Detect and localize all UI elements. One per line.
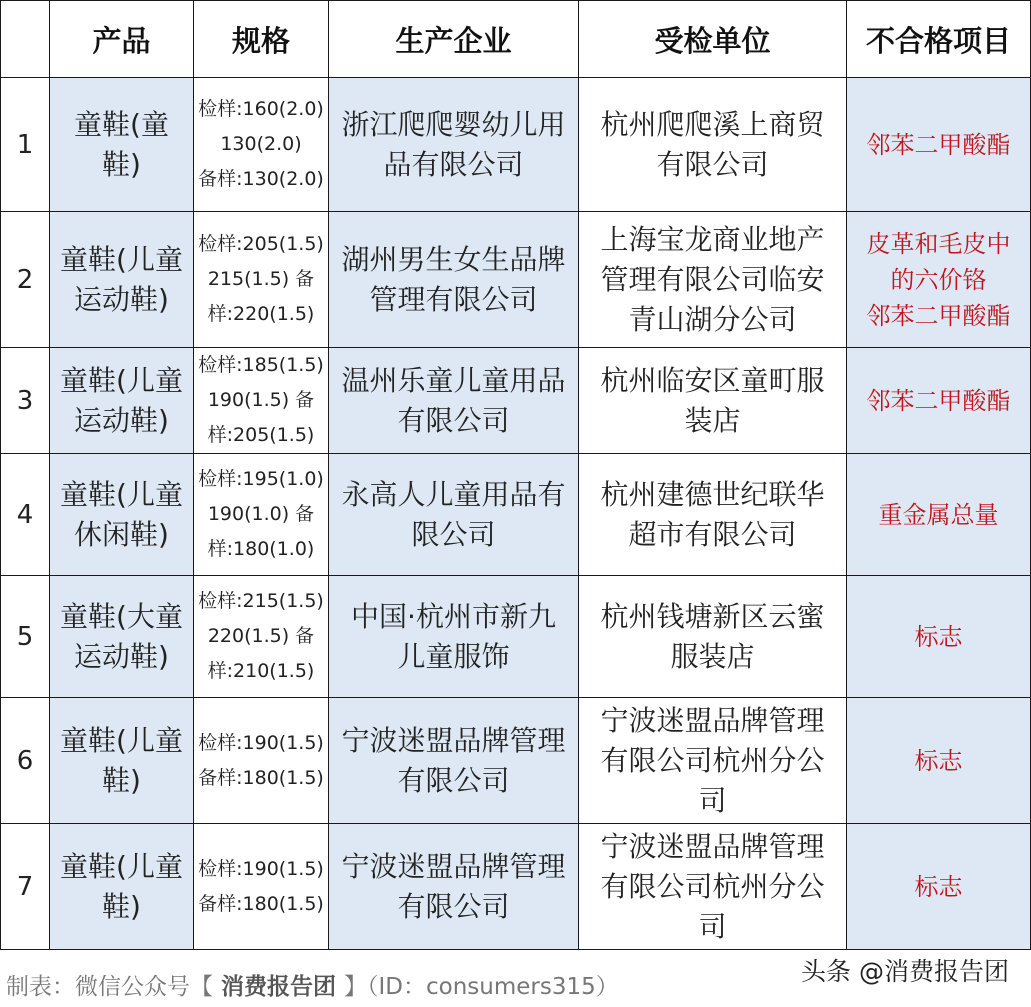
cell-failed-items-line: 标志 (914, 622, 963, 651)
cell-spec (194, 78, 329, 212)
table-row (1, 698, 1031, 824)
credit-prefix: 制表：微信公众号【 (6, 974, 213, 1000)
header-product: 产品 (50, 1, 194, 78)
cell-spec-line: 备样:180(1.5) (198, 892, 324, 915)
cell-failed-items (847, 78, 1031, 212)
cell-inspected-unit (579, 78, 847, 212)
cell-failed-items-line: 邻苯二甲酸酯 (866, 386, 1011, 415)
cell-product-line: 童鞋(儿童 (60, 477, 183, 511)
cell-spec (194, 212, 329, 348)
cell-product-line: 运动鞋) (74, 639, 169, 673)
cell-product-line: 童鞋(大童 (60, 599, 183, 633)
cell-failed-items-line: 标志 (914, 746, 963, 775)
cell-spec (194, 824, 329, 950)
cell-failed-items-line: 邻苯二甲酸酯 (866, 130, 1011, 159)
cell-spec-line: 检样:205(1.5) (198, 233, 324, 255)
cell-product-line: 鞋) (102, 147, 141, 181)
cell-product (50, 212, 194, 348)
cell-manufacturer-line: 中国·杭州市新九 (351, 599, 556, 633)
cell-product-line: 休闲鞋) (74, 517, 169, 551)
cell-inspected-unit (579, 576, 847, 698)
cell-manufacturer-line: 宁波迷盟品牌管理 (341, 723, 566, 757)
cell-manufacturer-line: 品有限公司 (383, 147, 524, 181)
cell-index: 5 (1, 576, 50, 698)
cell-spec-line: 190(1.0) 备 (207, 503, 315, 525)
cell-index: 1 (1, 78, 50, 212)
cell-product-line: 童鞋(儿童 (60, 242, 183, 276)
cell-manufacturer (329, 212, 579, 348)
cell-inspected-unit-line: 杭州钱塘新区云蜜 (600, 599, 825, 633)
cell-inspected-unit-line: 司 (698, 909, 727, 943)
cell-product (50, 698, 194, 824)
cell-manufacturer-line: 管理有限公司 (369, 282, 538, 316)
cell-inspected-unit-line: 装店 (684, 403, 741, 437)
cell-manufacturer-line: 有限公司 (397, 889, 510, 923)
cell-spec-line: 样:210(1.5) (207, 660, 315, 682)
table-row (1, 212, 1031, 348)
cell-inspected-unit (579, 698, 847, 824)
cell-manufacturer-line: 有限公司 (397, 763, 510, 797)
cell-index: 7 (1, 824, 50, 950)
cell-index: 6 (1, 698, 50, 824)
cell-product-line: 童鞋(儿童 (60, 363, 183, 397)
cell-index: 3 (1, 348, 50, 454)
table-credit (6, 968, 619, 1001)
cell-product (50, 454, 194, 576)
cell-index: 2 (1, 212, 50, 348)
cell-failed-items-line: 重金属总量 (878, 500, 999, 529)
cell-spec-line: 检样:185(1.5) (198, 354, 324, 376)
cell-spec (194, 348, 329, 454)
cell-manufacturer-line: 限公司 (411, 517, 496, 551)
cell-manufacturer-line: 永高人儿童用品有 (341, 477, 566, 511)
cell-spec-line: 检样:190(1.5) (198, 731, 324, 754)
cell-failed-items-line: 邻苯二甲酸酯 (866, 301, 1011, 330)
cell-product-line: 鞋) (102, 889, 141, 923)
cell-spec-line: 220(1.5) 备 (207, 625, 315, 647)
cell-inspected-unit-line: 宁波迷盟品牌管理 (600, 703, 825, 737)
cell-inspected-unit-line: 杭州建德世纪联华 (600, 477, 825, 511)
cell-manufacturer (329, 576, 579, 698)
cell-product-line: 童鞋(童 (74, 107, 169, 141)
cell-spec-line: 检样:215(1.5) (198, 590, 324, 612)
cell-spec-line: 备样:130(2.0) (198, 168, 324, 190)
table-row (1, 454, 1031, 576)
table-row (1, 576, 1031, 698)
cell-inspected-unit-line: 有限公司杭州分公 (600, 869, 825, 903)
cell-manufacturer-line: 有限公司 (397, 403, 510, 437)
cell-manufacturer-line: 宁波迷盟品牌管理 (341, 849, 566, 883)
cell-product (50, 824, 194, 950)
cell-index: 4 (1, 454, 50, 576)
credit-brand: 消费报告团 (213, 974, 345, 1000)
cell-failed-items-line: 皮革和毛皮中 (866, 229, 1011, 258)
cell-failed-items (847, 824, 1031, 950)
cell-failed-items (847, 698, 1031, 824)
cell-manufacturer (329, 454, 579, 576)
table-row (1, 78, 1031, 212)
cell-manufacturer (329, 698, 579, 824)
header-spec: 规格 (194, 1, 329, 78)
cell-inspected-unit (579, 212, 847, 348)
cell-manufacturer-line: 儿童服饰 (397, 639, 510, 673)
cell-spec (194, 454, 329, 576)
cell-failed-items-line: 标志 (914, 872, 963, 901)
cell-inspected-unit-line: 杭州临安区童町服 (600, 363, 825, 397)
cell-failed-items-line: 的六价铬 (890, 265, 987, 294)
header-failed-items: 不合格项目 (847, 1, 1031, 78)
cell-manufacturer (329, 824, 579, 950)
cell-inspected-unit-line: 超市有限公司 (628, 517, 797, 551)
cell-spec-line: 备样:180(1.5) (198, 766, 324, 789)
cell-product-line: 童鞋(儿童 (60, 723, 183, 757)
credit-suffix: 】（ID：consumers315） (344, 974, 619, 1000)
cell-inspected-unit (579, 824, 847, 950)
cell-spec-line: 130(2.0) (220, 133, 302, 155)
watermark: 头条 @消费报告团 (801, 957, 1009, 986)
cell-spec (194, 576, 329, 698)
cell-spec-line: 样:205(1.5) (207, 424, 315, 446)
cell-failed-items (847, 348, 1031, 454)
cell-inspected-unit-line: 服装店 (670, 639, 755, 673)
cell-inspected-unit-line: 有限公司 (656, 147, 769, 181)
header-manufacturer: 生产企业 (329, 1, 579, 78)
cell-product (50, 576, 194, 698)
cell-spec-line: 样:220(1.5) (207, 303, 315, 325)
cell-manufacturer (329, 348, 579, 454)
cell-spec (194, 698, 329, 824)
cell-manufacturer (329, 78, 579, 212)
cell-spec-line: 检样:195(1.0) (198, 468, 324, 490)
cell-spec-line: 检样:160(2.0) (198, 98, 324, 120)
cell-product (50, 78, 194, 212)
cell-spec-line: 215(1.5) 备 (207, 268, 315, 290)
cell-product-line: 鞋) (102, 763, 141, 797)
cell-inspected-unit-line: 管理有限公司临安 (600, 262, 825, 296)
cell-manufacturer-line: 湖州男生女生品牌 (341, 242, 566, 276)
cell-product-line: 童鞋(儿童 (60, 849, 183, 883)
cell-inspected-unit (579, 348, 847, 454)
table-row (1, 824, 1031, 950)
header-index (1, 1, 50, 78)
cell-manufacturer-line: 温州乐童儿童用品 (341, 363, 566, 397)
cell-inspected-unit-line: 杭州爬爬溪上商贸 (600, 107, 825, 141)
header-inspected-unit: 受检单位 (579, 1, 847, 78)
cell-inspected-unit-line: 有限公司杭州分公 (600, 743, 825, 777)
cell-manufacturer-line: 浙江爬爬婴幼儿用 (341, 107, 566, 141)
cell-failed-items (847, 576, 1031, 698)
cell-spec-line: 样:180(1.0) (207, 538, 315, 560)
cell-product-line: 运动鞋) (74, 282, 169, 316)
cell-spec-line: 检样:190(1.5) (198, 857, 324, 880)
cell-spec-line: 190(1.5) 备 (207, 389, 315, 411)
cell-product-line: 运动鞋) (74, 403, 169, 437)
cell-inspected-unit-line: 宁波迷盟品牌管理 (600, 829, 825, 863)
table-row (1, 348, 1031, 454)
cell-failed-items (847, 212, 1031, 348)
table-body (1, 78, 1031, 950)
cell-inspected-unit (579, 454, 847, 576)
cell-inspected-unit-line: 司 (698, 783, 727, 817)
header-row (1, 1, 1031, 78)
cell-inspected-unit-line: 上海宝龙商业地产 (600, 222, 825, 256)
cell-product (50, 348, 194, 454)
cell-failed-items (847, 454, 1031, 576)
cell-inspected-unit-line: 青山湖分公司 (628, 302, 797, 336)
